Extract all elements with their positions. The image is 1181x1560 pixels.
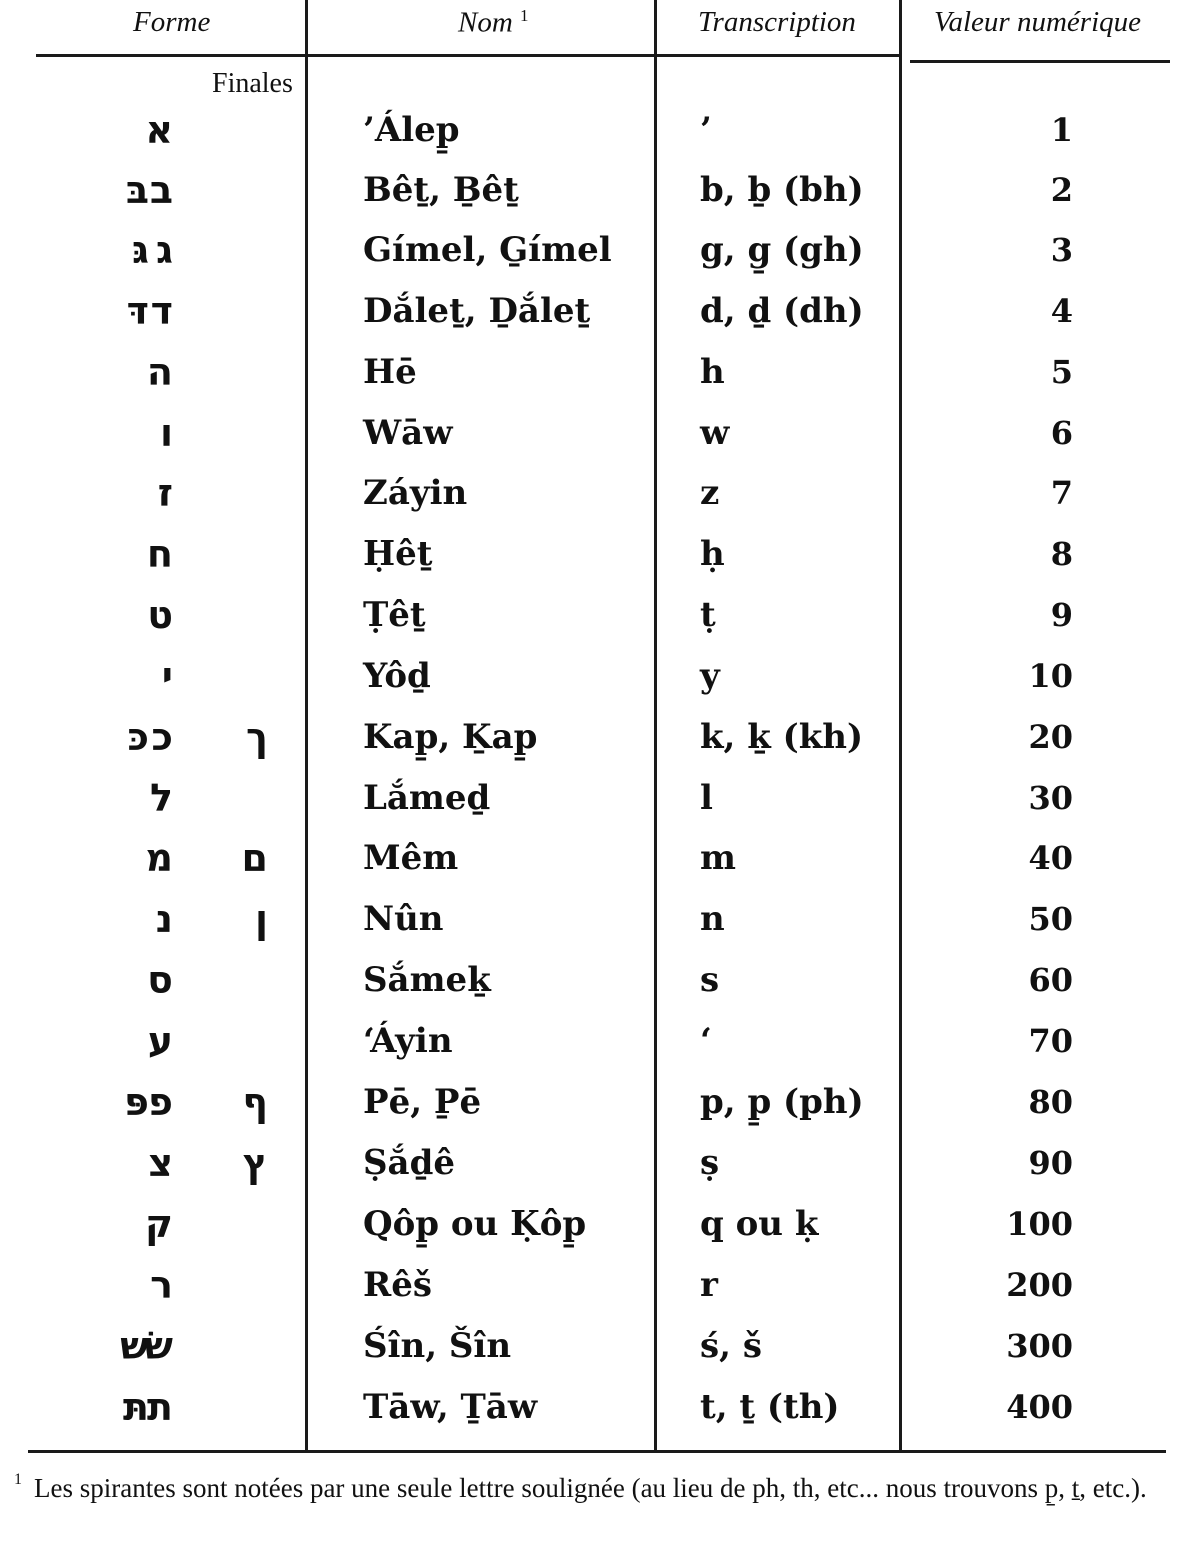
transcription: z <box>700 473 720 513</box>
header-rule-nom <box>308 54 654 57</box>
letter-name: Kap̱, Ḵap̱ <box>363 717 538 757</box>
hebrew-final-form: ף <box>242 1080 268 1124</box>
hebrew-final-form: ץ <box>242 1141 268 1185</box>
hebrew-letter: ס <box>147 958 173 1002</box>
hebrew-dagesh-form: פּ <box>124 1080 149 1124</box>
hebrew-letter: ו <box>159 411 173 455</box>
letter-name: Záyin <box>363 473 468 513</box>
header-transcription: Transcription <box>698 6 856 38</box>
transcription: ’ <box>700 110 712 150</box>
numeric-value: 400 <box>1006 1388 1073 1426</box>
hebrew-letter: ה <box>146 350 173 394</box>
numeric-value: 300 <box>1006 1327 1073 1365</box>
hebrew-letter: ד <box>150 289 173 333</box>
numeric-value: 10 <box>1028 657 1073 695</box>
table-row <box>0 463 1181 523</box>
letter-name: Ṣắḏê <box>363 1143 455 1183</box>
table-row <box>0 585 1181 645</box>
hebrew-letter: ז <box>157 471 173 515</box>
header-nom-label: Nom <box>458 6 513 39</box>
hebrew-letter: כ <box>151 715 173 759</box>
table-bottom-rule <box>28 1450 1166 1453</box>
letter-name: ‘Áyin <box>363 1021 453 1061</box>
transcription: k, ḵ (kh) <box>700 717 864 757</box>
hebrew-letter: מ <box>145 836 173 880</box>
letter-name: Pē, P̱ē <box>363 1082 482 1122</box>
hebrew-letter: ט <box>147 593 173 637</box>
hebrew-letter: ר <box>150 1263 173 1307</box>
numeric-value: 1 <box>1050 111 1073 149</box>
letter-name: Hē <box>363 352 417 392</box>
letter-name: Qôp̱ ou Ḳôp̱ <box>363 1204 587 1244</box>
footnote <box>14 1470 1164 1506</box>
numeric-value: 20 <box>1028 718 1073 756</box>
numeric-value: 7 <box>1050 474 1073 512</box>
table-row <box>0 220 1181 280</box>
numeric-value: 3 <box>1050 231 1073 269</box>
table-row <box>0 768 1181 828</box>
table-row <box>0 1377 1181 1437</box>
numeric-value: 4 <box>1050 292 1073 330</box>
numeric-value: 80 <box>1028 1083 1073 1121</box>
hebrew-letter: ק <box>145 1202 173 1246</box>
letter-name: Nûn <box>363 899 444 939</box>
hebrew-letter: שׂ <box>144 1324 173 1368</box>
hebrew-letter: פ <box>148 1080 173 1124</box>
numeric-value: 9 <box>1050 596 1073 634</box>
table-row <box>0 100 1181 160</box>
numeric-value: 2 <box>1050 171 1073 209</box>
letter-name: Gímel, G̱ímel <box>363 230 612 270</box>
transcription: ‘ <box>700 1021 712 1061</box>
letter-name: Tāw, Ṯāw <box>363 1387 538 1427</box>
letter-name: Bêṯ, Ḇêṯ <box>363 170 519 210</box>
table-row <box>0 1316 1181 1376</box>
transcription: b, ḇ (bh) <box>700 170 864 210</box>
hebrew-letter: ע <box>147 1019 173 1063</box>
numeric-value: 8 <box>1050 535 1073 573</box>
table-row <box>0 707 1181 767</box>
hebrew-dagesh-form: כּ <box>127 715 149 759</box>
transcription: p, p̱ (ph) <box>700 1082 864 1122</box>
letter-name: Lắmeḏ <box>363 778 491 818</box>
hebrew-letter: ת <box>147 1385 173 1429</box>
numeric-value: 40 <box>1028 839 1073 877</box>
table-row <box>0 828 1181 888</box>
hebrew-letter: ח <box>146 532 173 576</box>
transcription: l <box>700 778 713 818</box>
transcription: ḥ <box>700 534 725 574</box>
hebrew-letter: א <box>145 108 173 152</box>
hebrew-letter: ב <box>149 168 173 212</box>
letter-name: Wāw <box>363 413 453 453</box>
footnote-mark: 1 <box>14 1471 22 1488</box>
transcription: m <box>700 838 736 878</box>
letter-name: ’Álep̱ <box>363 110 460 150</box>
letter-name: Śîn, Šîn <box>363 1326 512 1366</box>
header-valeur: Valeur numérique <box>934 6 1141 38</box>
table-row <box>0 524 1181 584</box>
transcription: ṭ <box>700 595 716 635</box>
numeric-value: 70 <box>1028 1022 1073 1060</box>
transcription: w <box>700 413 730 453</box>
table-row <box>0 160 1181 220</box>
transcription: ṣ <box>700 1143 720 1183</box>
transcription: h <box>700 352 725 392</box>
table-row <box>0 403 1181 463</box>
hebrew-dagesh-form: תּ <box>123 1385 149 1429</box>
hebrew-final-form: ך <box>246 715 268 759</box>
table-row <box>0 1255 1181 1315</box>
numeric-value: 30 <box>1028 779 1073 817</box>
hebrew-letter: י <box>161 654 173 698</box>
header-nom <box>458 6 529 40</box>
header-forme: Forme <box>133 6 211 38</box>
table-row <box>0 1072 1181 1132</box>
transcription: d, ḏ (dh) <box>700 291 864 331</box>
table-row <box>0 281 1181 341</box>
letter-name: Ḥêṯ <box>363 534 433 574</box>
hebrew-letter: ג <box>156 228 173 272</box>
header-rule-forme <box>36 54 305 57</box>
hebrew-letter: ל <box>150 776 173 820</box>
numeric-value: 50 <box>1028 900 1073 938</box>
numeric-value: 100 <box>1006 1205 1073 1243</box>
transcription: n <box>700 899 725 939</box>
header-rule-valeur <box>910 60 1170 63</box>
transcription: y <box>700 656 720 696</box>
numeric-value: 6 <box>1050 414 1073 452</box>
letter-name: Sắmeḵ <box>363 960 491 1000</box>
table-row <box>0 889 1181 949</box>
letter-name: Mêm <box>363 838 459 878</box>
table-row <box>0 342 1181 402</box>
finales-label: Finales <box>212 68 293 99</box>
table-row <box>0 950 1181 1010</box>
transcription: r <box>700 1265 718 1305</box>
numeric-value: 5 <box>1050 353 1073 391</box>
transcription: g, g̱ (gh) <box>700 230 864 270</box>
letter-name: Yôḏ <box>363 656 431 696</box>
transcription: q ou ḳ <box>700 1204 819 1244</box>
header-rule-transcription <box>657 54 899 57</box>
table-row <box>0 1133 1181 1193</box>
hebrew-letter: נ <box>155 897 173 941</box>
footnote-ref: 1 <box>520 6 529 25</box>
letter-name: Rêš <box>363 1265 433 1305</box>
letter-name: Ṭêṯ <box>363 595 426 635</box>
letter-name: Dắleṯ, Ḏắleṯ <box>363 291 591 331</box>
hebrew-final-form: ם <box>241 836 268 880</box>
transcription: t, ṯ (th) <box>700 1387 840 1427</box>
numeric-value: 200 <box>1006 1266 1073 1304</box>
table-row <box>0 1194 1181 1254</box>
hebrew-letter: צ <box>148 1141 173 1185</box>
footnote-text: Les spirantes sont notées par une seule lettre soulignée (au lieu de ph, th, etc... nous trouvons p̱, ṯ, etc.). <box>34 1473 1147 1503</box>
table-row <box>0 1011 1181 1071</box>
table-row <box>0 646 1181 706</box>
hebrew-dagesh-form: בּ <box>125 168 149 212</box>
numeric-value: 60 <box>1028 961 1073 999</box>
hebrew-dagesh-form: שׁ <box>120 1324 149 1368</box>
transcription: ś, š <box>700 1326 762 1366</box>
transcription: s <box>700 960 720 1000</box>
hebrew-dagesh-form: גּ <box>132 228 149 272</box>
hebrew-final-form: ן <box>254 897 268 941</box>
hebrew-dagesh-form: דּ <box>126 289 149 333</box>
numeric-value: 90 <box>1028 1144 1073 1182</box>
